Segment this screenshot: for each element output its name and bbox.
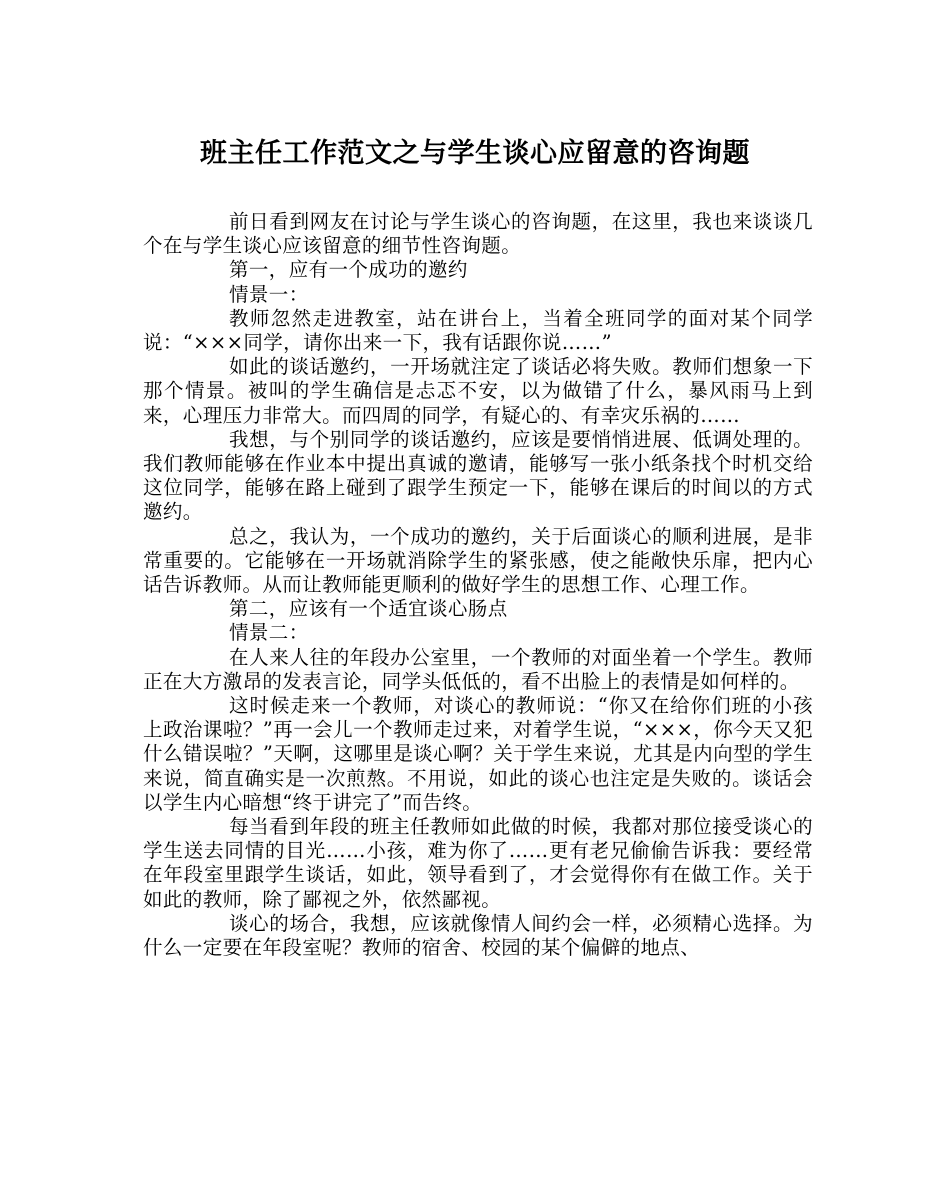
- scenario-label: 情景二：: [229, 621, 309, 645]
- paragraph: 这时候走来一个教师，对谈心的教师说：“你又在给你们班的小孩上政治课啦？”再一会儿一个教师走过来，对着学生说，“×××，你今天又犯什么错误啦？”天啊，这哪里是谈心啊？关于学生来说，尤其是内向型的学生来说，简直确实是一次煎熬。不用说，如此的谈心也注定是失败的。谈话会以学生内心暗想“终于讲完了”而告终。: [143, 694, 813, 814]
- paragraph: 每当看到年段的班主任教师如此做的时候，我都对那位接受谈心的学生送去同情的目光……小孩，难为你了……更有老兄偷偷告诉我：要经常在年段室里跟学生谈话，如此，领导看到了，才会觉得你有在做工作。关于如此的教师，除了鄙视之外，依然鄙视。: [143, 815, 813, 911]
- paragraph: 前日看到网友在讨论与学生谈心的咨询题，在这里，我也来谈谈几个在与学生谈心应该留意的细节性咨询题。: [143, 210, 813, 258]
- paragraph: 总之，我认为，一个成功的邀约，关于后面谈心的顺利进展，是非常重要的。它能够在一开场就消除学生的紧张感，使之能敞快乐扉，把内心话告诉教师。从而让教师能更顺利的做好学生的思想工作、心理工作。: [143, 524, 813, 597]
- paragraph: 在人来人往的年段办公室里，一个教师的对面坐着一个学生。教师正在大方激昂的发表言论，同学头低低的，看不出脸上的表情是如何样的。: [143, 645, 813, 693]
- paragraph: 我想，与个别同学的谈话邀约，应该是要悄悄进展、低调处理的。我们教师能够在作业本中提出真诚的邀请，能够写一张小纸条找个时机交给这位同学，能够在路上碰到了跟学生预定一下，能够在课后的时间以的方式邀约。: [143, 427, 813, 524]
- scenario-label: 情景一：: [229, 282, 309, 306]
- paragraph: 教师忽然走进教室，站在讲台上，当着全班同学的面对某个同学说：“×××同学，请你出来一下，我有话跟你说……”: [143, 306, 813, 355]
- section-heading: 第二，应该有一个适宜谈心肠点: [229, 597, 508, 621]
- paragraph: 谈心的场合，我想，应该就像情人间约会一样，必须精心选择。为什么一定要在年段室呢？教师的宿舍、校园的某个偏僻的地点、: [143, 911, 813, 960]
- document-title: 班主任工作范文之与学生谈心应留意的咨询题: [200, 138, 750, 169]
- document-body: [143, 210, 813, 960]
- paragraph: 如此的谈话邀约，一开场就注定了谈话必将失败。教师们想象一下那个情景。被叫的学生确信是忐忑不安，以为做错了什么，暴风雨马上到来，心理压力非常大。而四周的同学，有疑心的、有幸灾乐祸的……: [143, 355, 813, 427]
- section-heading: 第一，应有一个成功的邀约: [229, 258, 468, 282]
